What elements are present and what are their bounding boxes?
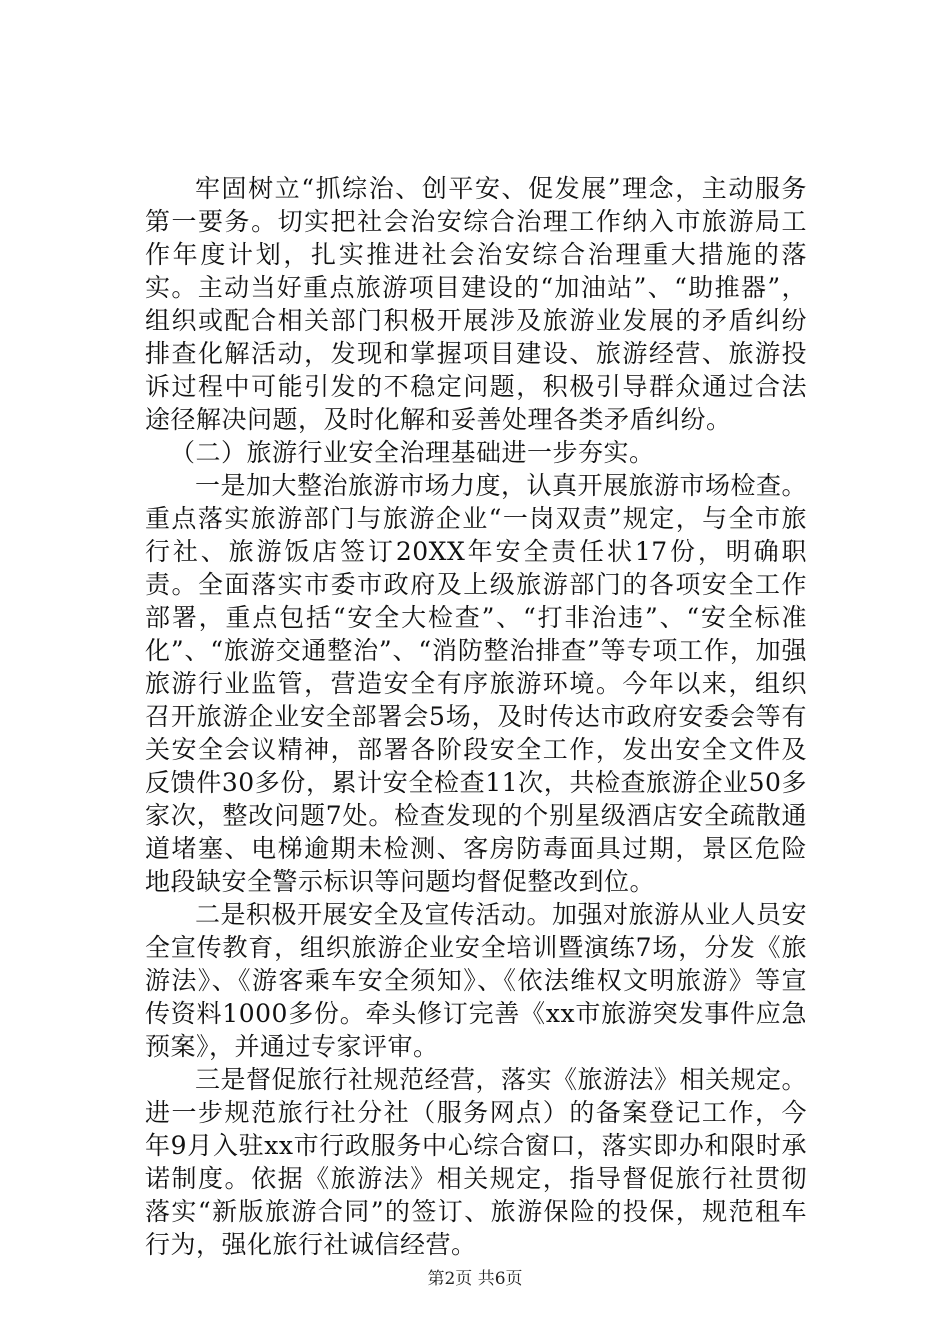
paragraph-safety-publicity: 二是积极开展安全及宣传活动。加强对旅游从业人员安全宣传教育，组织旅游企业安全培训暨演练7场，分发《旅游法》、《游客乘车安全须知》、《依法维权文明旅游》等宣传资料1000多份。牵头修订完善《xx市旅游突发事件应急预案》，并通过专家评审。 [145,900,808,1061]
paragraph-comprehensive-governance: 牢固树立“抓综治、创平安、促发展”理念，主动服务第一要务。切实把社会治安综合治理工作纳入市旅游局工作年度计划，扎实推进社会治安综合治理重大措施的落实。主动当好重点旅游项目建设的“加油站”、“助推器”，组织或配合相关部门积极开展涉及旅游业发展的矛盾纠纷排查化解活动，发现和掌握项目建设、旅游经营、旅游投诉过程中可能引发的不稳定问题，积极引导群众通过合法途径解决问题，及时化解和妥善处理各类矛盾纠纷。 [145,174,807,434]
page-number-footer: 第2页 共6页 [427,1269,523,1289]
document-body [145,172,807,1261]
section-heading: （二）旅游行业安全治理基础进一步夯实。 [170,438,655,467]
paragraph-market-inspection: 一是加大整治旅游市场力度，认真开展旅游市场检查。重点落实旅游部门与旅游企业“一岗双责”规定，与全市旅行社、旅游饭店签订20XX年安全责任状17份，明确职责。全面落实市委市政府及上级旅游部门的各项安全工作部署，重点包括“安全大检查”、“打非治违”、“安全标准化”、“旅游交通整治”、“消防整治排查”等专项工作，加强旅游行业监管，营造安全有序旅游环境。今年以来，组织召开旅游企业安全部署会5场，及时传达市政府安委会等有关安全会议精神，部署各阶段安全工作，发出安全文件及反馈件30多份，累计安全检查11次，共检查旅游企业50多家次，整改问题7处。检查发现的个别星级酒店安全疏散通道堵塞、电梯逾期未检测、客房防毒面具过期，景区危险地段缺安全警示标识等问题均督促整改到位。 [145,471,808,896]
paragraph-travel-agency-regulation: 三是督促旅行社规范经营，落实《旅游法》相关规定。进一步规范旅行社分社（服务网点）的备案登记工作，今年9月入驻xx市行政服务中心综合窗口，落实即办和限时承诺制度。依据《旅游法》相关规定，指导督促旅行社贯彻落实“新版旅游合同”的签订、旅游保险的投保，规范租车行为，强化旅行社诚信经营。 [145,1065,808,1259]
